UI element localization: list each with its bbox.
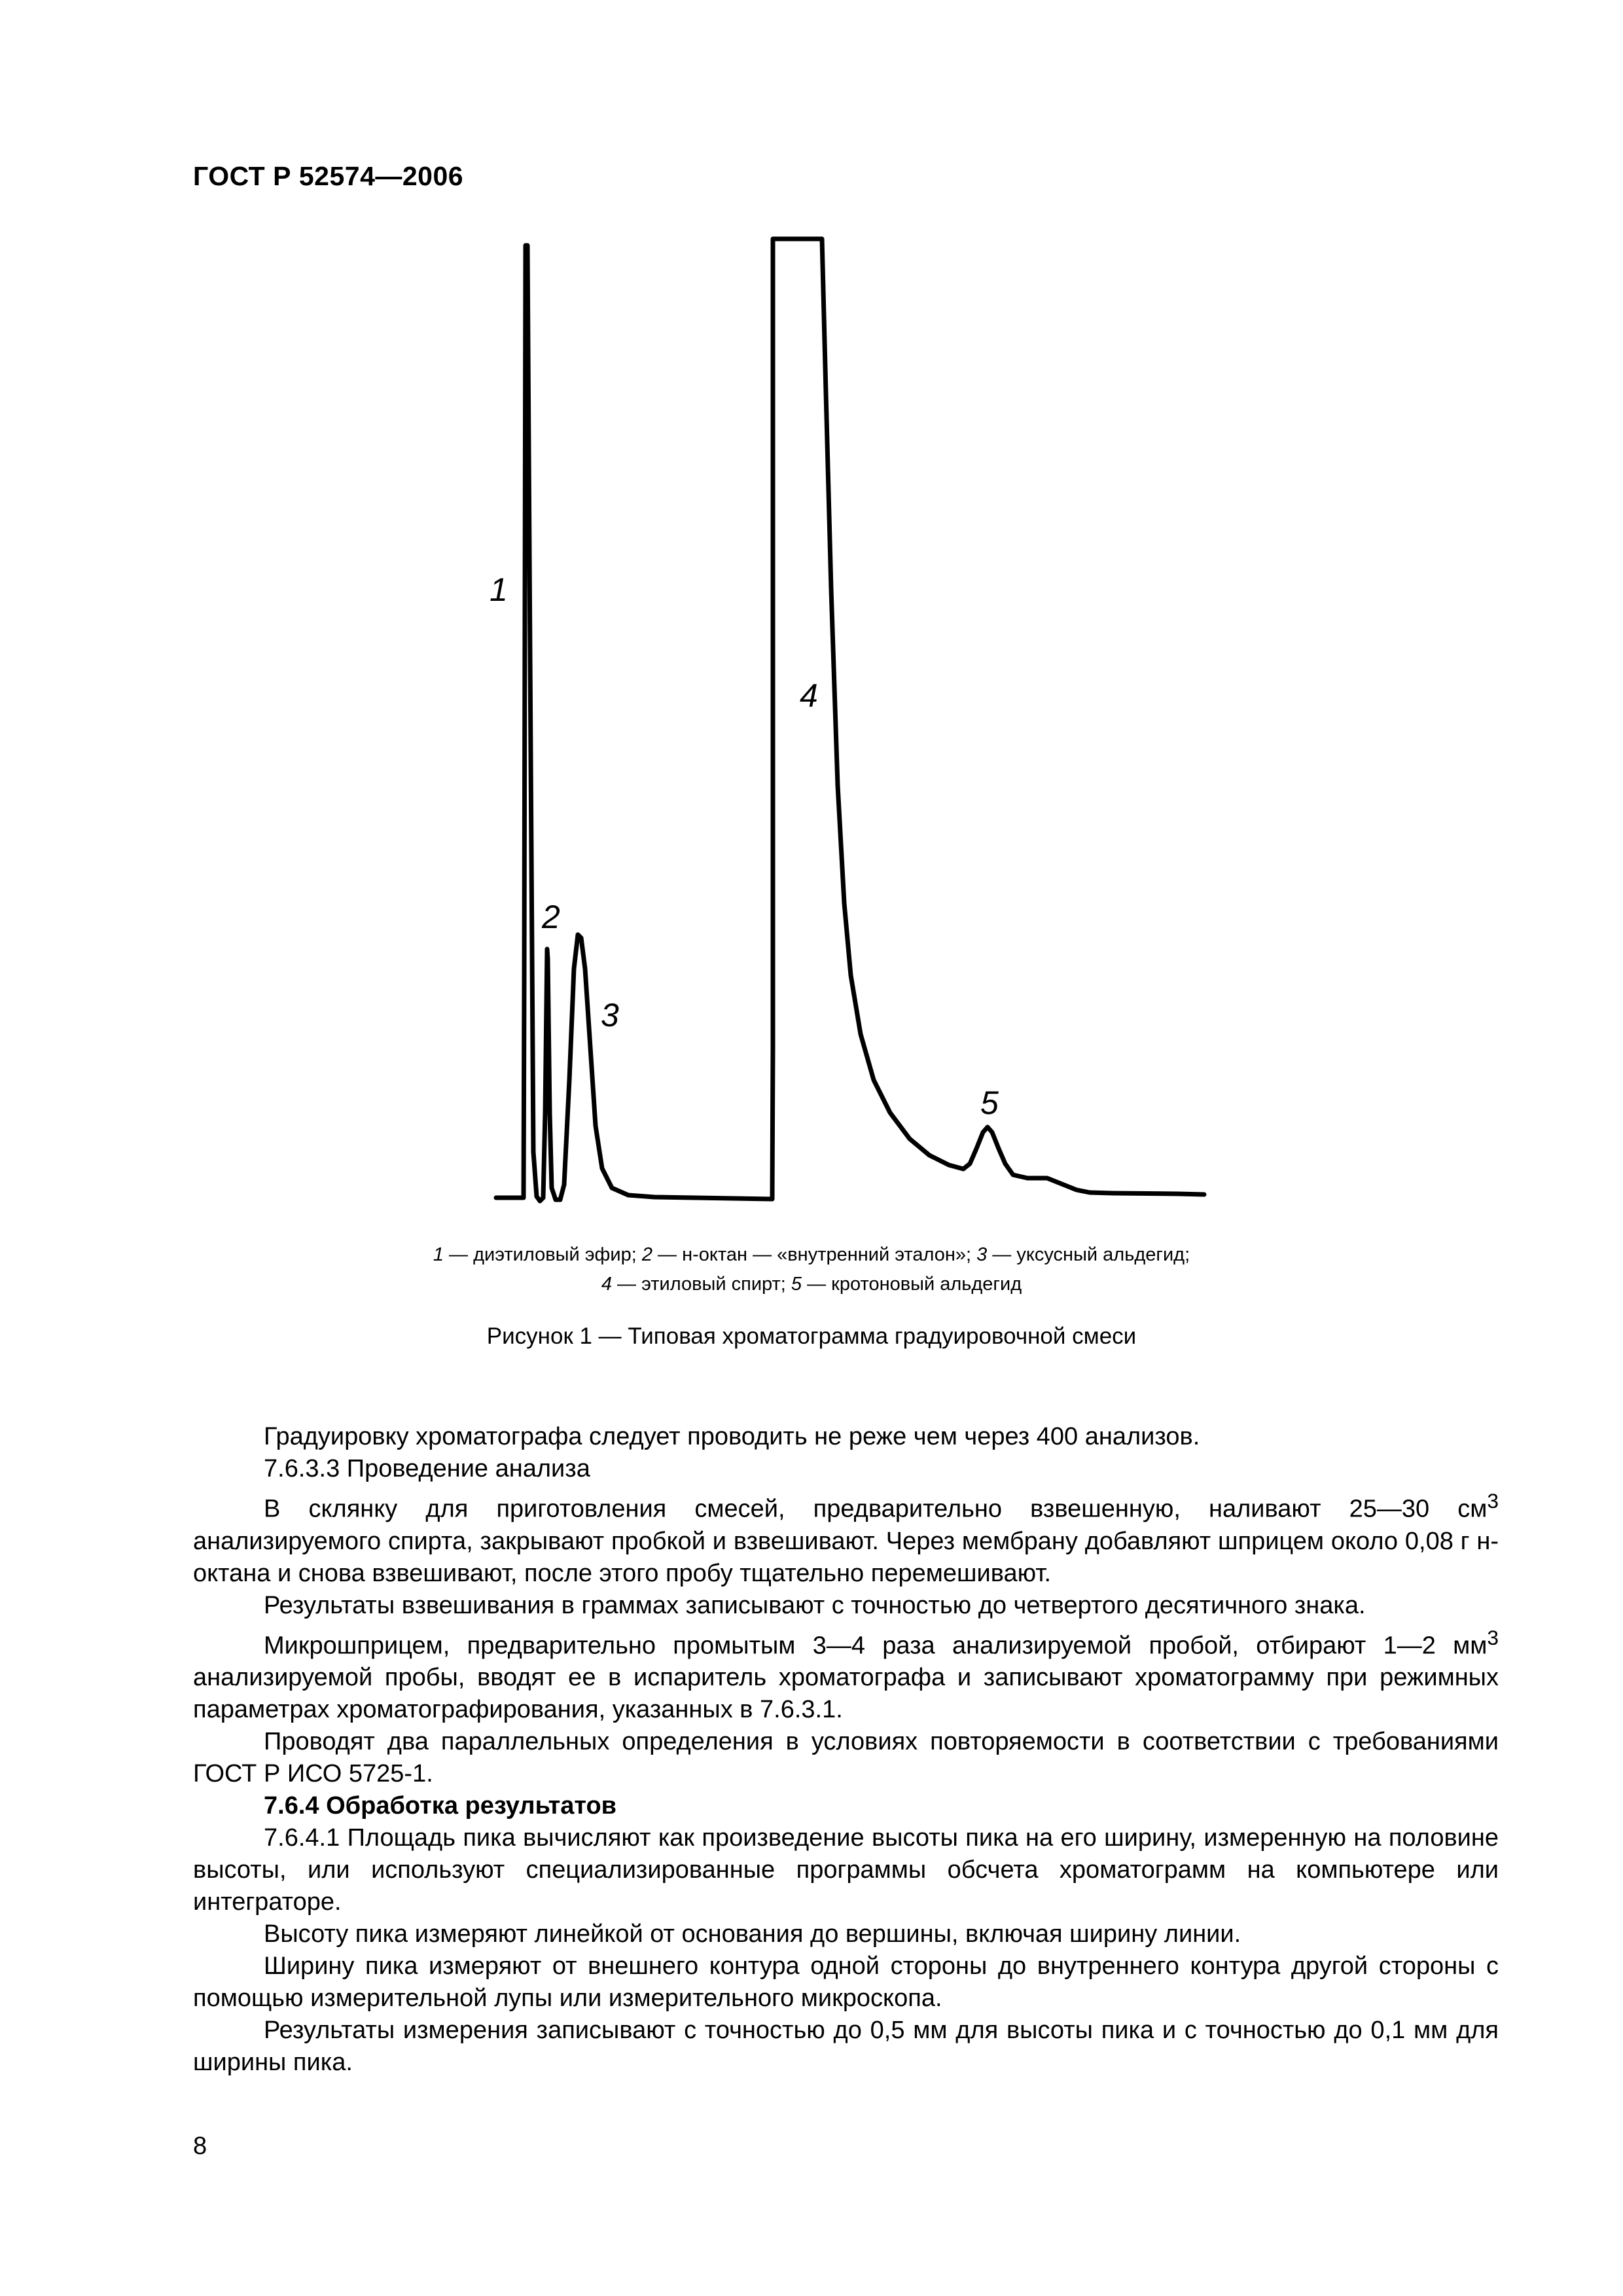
- paragraph-sample-prep: В склянку для приготовления смесей, предварительно взвешенную, наливают 25—30 $см^3$ анализируемого спирта, закрывают пробкой и взвешивают. Через мембрану добавляют шприцем около 0,08 г н-октана и снова взвешивают, после этого пробу тщательно перемешивают.: [193, 1489, 1499, 1587]
- legend-text-3: — уксусный альдегид;: [987, 1244, 1190, 1265]
- legend-num-3: 3: [976, 1244, 988, 1265]
- document-header: ГОСТ Р 52574—2006: [193, 161, 464, 191]
- figure-caption: Рисунок 1 — Типовая хроматограмма градуировочной смеси: [486, 1323, 1137, 1349]
- body-text: [193, 1421, 1499, 2079]
- chromatogram-trace: [496, 239, 1204, 1201]
- legend-text-5: — кротоновый альдегид: [802, 1274, 1022, 1295]
- peak-label-2: 2: [542, 899, 560, 935]
- section-heading-analysis: 7.6.3.3 Проведение анализа: [264, 1455, 590, 1482]
- legend-num-5: 5: [791, 1274, 802, 1295]
- paragraph-peak-width: Ширину пика измеряют от внешнего контура одной стороны до внутреннего контура другой стороны с помощью измерительной лупы или измерительного микроскопа.: [193, 1952, 1499, 2013]
- figure-legend-line-1: [196, 1241, 1427, 1270]
- legend-num-2: 2: [641, 1244, 652, 1265]
- paragraph-weighing: Результаты взвешивания в граммах записывают с точностью до четвертого десятичного знака.: [264, 1591, 1366, 1619]
- legend-text-1: — диэтиловый эфир;: [444, 1244, 642, 1265]
- peak-label-1: 1: [490, 571, 508, 608]
- legend-text-4: — этиловый спирт;: [611, 1274, 791, 1295]
- figure-legend-line-2: [196, 1270, 1427, 1299]
- section-heading-processing: 7.6.4 Обработка результатов: [264, 1792, 617, 1820]
- paragraph-precision: Результаты измерения записывают с точностью до 0,5 мм для высоты пика и с точностью до 0,1 мм для ширины пика.: [193, 2017, 1499, 2077]
- legend-num-1: 1: [433, 1244, 444, 1265]
- paragraph-calibration: Градуировку хроматографа следует проводить не реже чем через 400 анализов.: [264, 1423, 1200, 1450]
- legend-num-4: 4: [601, 1274, 612, 1295]
- page-number: 8: [193, 2132, 207, 2160]
- paragraph-peak-area: 7.6.4.1 Площадь пика вычисляют как произведение высоты пика на его ширину, измеренную на половине высоты, или используют специализированные программы обсчета хроматограмм на компьютере или интеграторе.: [193, 1824, 1499, 1916]
- paragraph-parallel: Проводят два параллельных определения в условиях повторяемости в соответствии с требованиями ГОСТ Р ИСО 5725-1.: [193, 1728, 1499, 1788]
- peak-label-4: 4: [800, 677, 818, 714]
- legend-text-2: — н-октан — «внутренний эталон»;: [652, 1244, 977, 1265]
- peak-label-5: 5: [980, 1085, 999, 1121]
- peak-label-3: 3: [601, 997, 619, 1033]
- paragraph-injection: Микрошприцем, предварительно промытым 3—4 раза анализируемой пробой, отбирают 1—2 $мм^3$ анализируемой пробы, вводят ее в испаритель хроматографа и записывают хроматограмму при режимных параметрах хроматографирования, указанных в 7.6.3.1.: [193, 1625, 1499, 1724]
- paragraph-peak-height: Высоту пика измеряют линейкой от основания до вершины, включая ширину линии.: [264, 1920, 1241, 1948]
